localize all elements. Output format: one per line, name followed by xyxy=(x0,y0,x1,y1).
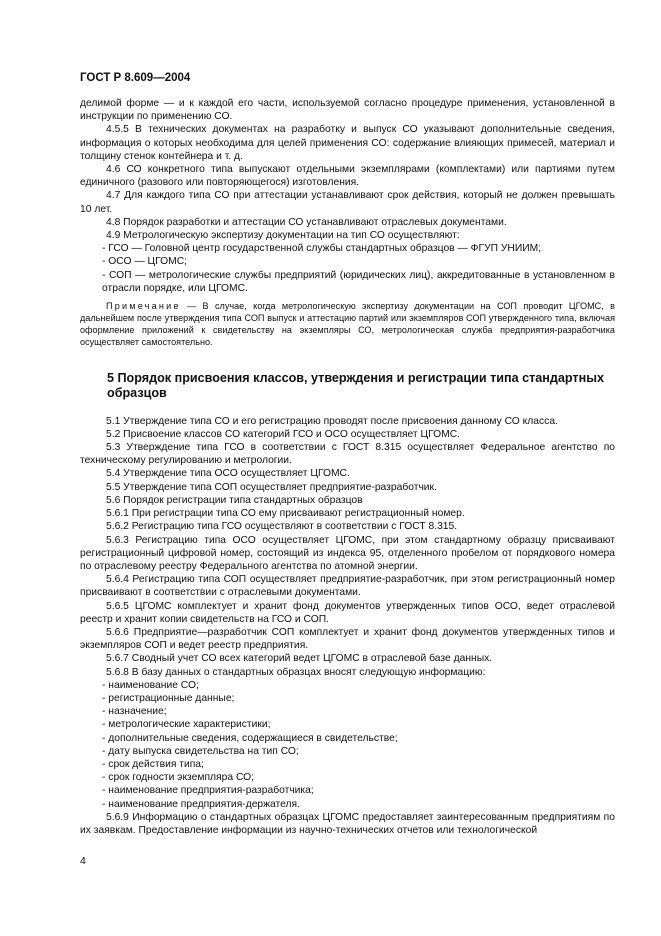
list-item: - наименование предприятия-разработчика; xyxy=(102,785,314,797)
list-item: - наименование предприятия-держателя. xyxy=(102,798,300,810)
paragraph-5-6-6: 5.6.6 Предприятие—разработчик СОП комплектует и хранит фонд документов утвержденных типов и экземпляров СОП и ведет реестр предприятия. xyxy=(80,626,615,652)
paragraph-5-6-2: 5.6.2 Регистрацию типа ГСО осуществляют в соответствии с ГОСТ 8.315. xyxy=(106,521,458,533)
paragraph-4-5-5: 4.5.5 В технических документах на разработку и выпуск СО указывают дополнительные сведения, информация о которых необходима для целей применения СО: содержание влияющих примесей, материал и толщину стенок контейнера и т. д. xyxy=(80,124,615,162)
list-item: - регистрационные данные; xyxy=(102,692,235,704)
list-item: - срок годности экземпляра СО; xyxy=(102,772,255,784)
list-item: - наименование СО; xyxy=(102,679,199,691)
paragraph-5-6-9: 5.6.9 Информацию о стандартных образцах ЦГОМС предоставляет заинтересованным предприятиям по их заявкам. Предоставление информации из научно-технических отчетов или технологической xyxy=(80,811,615,836)
list-item-gso: - ГСО — Головной центр государственной службы стандартных образцов — ФГУП УНИИМ; xyxy=(102,243,542,255)
list-item: - дополнительные сведения, содержащиеся в свидетельстве; xyxy=(102,732,398,744)
paragraph-5-3: 5.3 Утверждение типа ГСО в соответствии с ГОСТ 8.315 осуществляет Федеральное агентство по техническому регулированию и метрологии. xyxy=(80,442,615,467)
list-item: - дату выпуска свидетельства на тип СО; xyxy=(102,745,299,757)
paragraph-5-2: 5.2 Присвоение классов СО категорий ГСО и ОСО осуществляет ЦГОМС. xyxy=(106,428,460,440)
paragraph-5-6: 5.6 Порядок регистрации типа стандартных образцов xyxy=(106,494,363,506)
paragraph-4-7: 4.7 Для каждого типа СО при аттестации устанавливают срок действия, который не должен превышать 10 лет. xyxy=(80,190,615,215)
note xyxy=(80,301,615,349)
paragraph-4-9: 4.9 Метрологическую экспертизу документации на тип СО осуществляют: xyxy=(106,230,460,242)
paragraph-5-6-1: 5.6.1 При регистрации типа СО ему присваивают регистрационный номер. xyxy=(106,508,465,520)
paragraph-4-6: 4.6 СО конкретного типа выпускают отдельными экземплярами (комплектами) или партиями путем единичного (разового или повторяющегося) изготовления. xyxy=(80,164,615,189)
list-item: - метрологические характеристики; xyxy=(102,719,271,731)
list-item-oso: - ОСО — ЦГОМС; xyxy=(102,256,188,268)
page-number: 4 xyxy=(80,855,86,867)
note-text: — В случае, когда метрологическую экспертизу документации на СОП проводит ЦГОМС, в дальнейшем после утверждения типа СОП выпуск и аттестацию партий или экземпляров СОП утвержденного типа, включая оформление приложений к свидетельству на экземпляры СО, метрологическая служба предприятия-разработчика осуществляет самостоятельно. xyxy=(80,301,615,347)
paragraph-5-5: 5.5 Утверждение типа СОП осуществляет предприятие-разработчик. xyxy=(106,481,437,493)
paragraph-5-6-4: 5.6.4 Регистрацию типа СОП осуществляет предприятие-разработчик, при этом регистрационный номер присваивают в соответствии с отраслевыми документами. xyxy=(80,574,615,599)
paragraph-continuation: делимой форме — и к каждой его части, используемой согласно процедуре применения, установленной в инструкции по применению СО. xyxy=(80,98,615,123)
paragraph-5-6-8: 5.6.8 В базу данных о стандартных образцах вносят следующую информацию: xyxy=(106,666,486,678)
note-label: Примечание xyxy=(106,301,181,312)
section-5-title: 5 Порядок присвоения классов, утверждения и регистрации типа стандартных образцов xyxy=(107,370,604,401)
list-item-sop: - СОП — метрологические службы предприятий (юридических лиц), аккредитованные в установленном в отрасли порядке, или ЦГОМС. xyxy=(102,269,615,294)
paragraph-4-8: 4.8 Порядок разработки и аттестации СО устанавливают отраслевых документами. xyxy=(106,216,507,228)
list-item: - назначение; xyxy=(102,706,167,718)
document-header: ГОСТ Р 8.609—2004 xyxy=(80,72,191,84)
paragraph-5-6-3: 5.6.3 Регистрацию типа ОСО осуществляет ЦГОМС, при этом стандартному образцу присваивают регистрационный цифровой номер, состоящий из индекса 95, отделенного пробелом от порядкового номера по отраслевому реестру Федерального агентства по атомной энергии. xyxy=(80,534,615,572)
list-item: - срок действия типа; xyxy=(102,758,204,770)
document-body xyxy=(80,97,615,837)
paragraph-5-6-5: 5.6.5 ЦГОМС комплектует и хранит фонд документов утвержденных типов ОСО, ведет отраслевой реестр и хранит копии свидетельств на ГСО и СОП. xyxy=(80,600,615,625)
paragraph-5-6-7: 5.6.7 Сводный учет СО всех категорий ведет ЦГОМС в отраслевой базе данных. xyxy=(106,653,493,665)
paragraph-5-4: 5.4 Утверждение типа ОСО осуществляет ЦГОМС. xyxy=(106,468,350,480)
paragraph-5-1: 5.1 Утверждение типа СО и его регистрацию проводят после присвоения данному СО класса. xyxy=(106,415,558,427)
